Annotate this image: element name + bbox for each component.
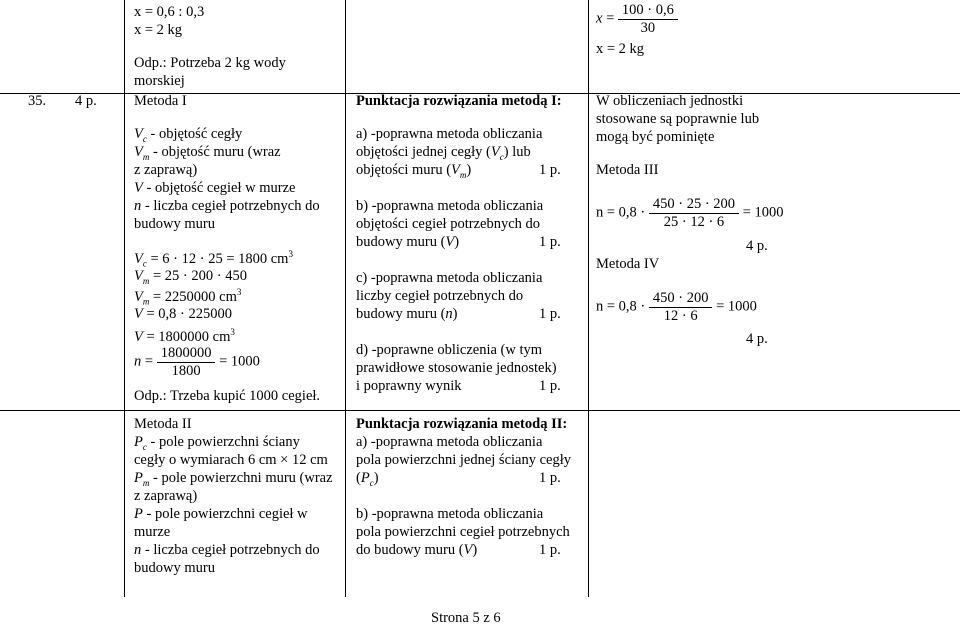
method2-n2: budowy muru	[134, 560, 215, 576]
scoring1-d1: d) -poprawne obliczenia (w tym	[356, 342, 543, 358]
method1-def-v: V - objętość cegieł w murze	[134, 180, 296, 196]
scoring1-b1: b) -poprawna metoda obliczania	[356, 198, 544, 214]
method4-points: 4 p.	[746, 331, 768, 347]
vline-1	[124, 0, 125, 597]
right-note-2: stosowane są poprawnie lub	[596, 111, 760, 127]
right-note-3: mogą być pominięte	[596, 129, 715, 145]
method1-def-vm: $V_m$ - objętość muru (wraz	[134, 144, 281, 162]
method4-fraction: $\frac{450 \cdot 200}{12 \cdot 6}$	[649, 290, 713, 324]
method2-pc2: cegły o wymiarach 6 cm × 12 cm	[134, 452, 328, 468]
scoring1-b-points: 1 p.	[539, 234, 561, 250]
method1-def-vc: $V_c$ - objętość cegły	[134, 126, 243, 144]
scoring1-c-points: 1 p.	[539, 306, 561, 322]
method3-eq: n = 0,8 · $\frac{450 \cdot 25 \cdot 200}{25 \cdot 12 \cdot 6}$ = 1000	[596, 196, 784, 230]
scoring1-b3: budowy muru (V)	[356, 234, 460, 250]
scoring2-a-points: 1 p.	[539, 470, 561, 486]
method4-title: Metoda IV	[596, 256, 660, 272]
scoring2-a2: pola powierzchni jednej ściany cegły	[356, 452, 572, 468]
method2-title: Metoda II	[134, 416, 192, 432]
scoring2-a1: a) -poprawna metoda obliczania	[356, 434, 543, 450]
scoring2-b-points: 1 p.	[539, 542, 561, 558]
method1-calc-vc: $V_c = 6 \cdot 12 \cdot 25 = 1800$ $cm^3$	[134, 249, 293, 269]
method3-title: Metoda III	[596, 162, 659, 178]
scoring2-b2: pola powierzchni cegieł potrzebnych	[356, 524, 570, 540]
prev-eq1: x = 0,6 : 0,3	[134, 4, 205, 20]
vline-2	[345, 0, 346, 597]
scoring1-c3: budowy muru (n)	[356, 306, 458, 322]
method1-title: Metoda I	[134, 93, 187, 109]
method2-n: n - liczba cegieł potrzebnych do	[134, 542, 320, 558]
vline-3	[588, 0, 589, 597]
scoring2-b1: b) -poprawna metoda obliczania	[356, 506, 544, 522]
method1-calc-vm2: $V_m = 2250000$ $cm^3$	[134, 287, 242, 307]
scoring1-a1: a) -poprawna metoda obliczania	[356, 126, 543, 142]
right-eq2: x = 2 kg	[596, 41, 645, 57]
method1-fraction: $\frac{1800000}{1800}$	[157, 345, 216, 379]
scoring1-c2: liczby cegieł potrzebnych do	[356, 288, 524, 304]
method2-pm2: z zaprawą)	[134, 488, 198, 504]
scoring1-b2: objętości cegieł potrzebnych do	[356, 216, 541, 232]
scoring1-a2: objętości jednej cegły $(V_c)$ lub	[356, 144, 531, 162]
method1-def-n: n - liczba cegieł potrzebnych do	[134, 198, 320, 214]
method3-points: 4 p.	[746, 238, 768, 254]
method2-p2: murze	[134, 524, 171, 540]
method1-calc-v: V = 0,8 · 225000	[134, 306, 232, 322]
right-note-1: W obliczeniach jednostki	[596, 93, 744, 109]
scoring1-d2: prawidłowe stosowanie jednostek)	[356, 360, 557, 376]
method1-calc-v2: V = 1800000 $cm^3$	[134, 327, 235, 345]
method1-calc-vm: $V_m = 25 \cdot 200 \cdot 450$	[134, 268, 247, 286]
method4-eq: n = 0,8 · $\frac{450 \cdot 200}{12 \cdot 6}$ = 1000	[596, 290, 757, 324]
task-points: 4 p.	[75, 93, 97, 109]
scoring1-a3: objętości muru $(V_m)$	[356, 162, 472, 180]
right-fraction: $\frac{100 \cdot 0,6}{30}$	[618, 2, 678, 36]
hline-bottom-row	[0, 410, 960, 411]
scoring1-title: Punktacja rozwiązania metodą I:	[356, 93, 562, 109]
scoring1-c1: c) -poprawna metoda obliczania	[356, 270, 543, 286]
method2-pm: $P_m$ - pole powierzchni muru (wraz	[134, 470, 333, 488]
method2-p: P - pole powierzchni cegieł w	[134, 506, 308, 522]
method1-calc-n: n = $\frac{1800000}{1800}$ = 1000	[134, 345, 260, 379]
scoring2-b3: do budowy muru (V)	[356, 542, 478, 558]
right-eq1: x = $\frac{100 \cdot 0,6}{30}$	[596, 2, 678, 36]
method1-answer: Odp.: Trzeba kupić 1000 cegieł.	[134, 388, 321, 404]
scoring1-a-points: 1 p.	[539, 162, 561, 178]
prev-answer-1: Odp.: Potrzeba 2 kg wody	[134, 55, 286, 71]
task-number: 35.	[28, 93, 47, 109]
scoring1-d-points: 1 p.	[539, 378, 561, 394]
prev-answer-2: morskiej	[134, 73, 185, 89]
method1-def-n2: budowy muru	[134, 216, 215, 232]
scoring2-title: Punktacja rozwiązania metodą II:	[356, 416, 568, 432]
method3-fraction: $\frac{450 \cdot 25 \cdot 200}{25 \cdot 12 \cdot 6}$	[649, 196, 739, 230]
method1-def-vm2: z zaprawą)	[134, 162, 198, 178]
page-footer: Strona 5 z 6	[431, 610, 501, 626]
method2-pc: $P_c$ - pole powierzchni ściany	[134, 434, 300, 452]
scoring1-d3: i poprawny wynik	[356, 378, 462, 394]
scoring2-a3: $(P_c)$	[356, 470, 379, 488]
prev-eq2: x = 2 kg	[134, 22, 183, 38]
